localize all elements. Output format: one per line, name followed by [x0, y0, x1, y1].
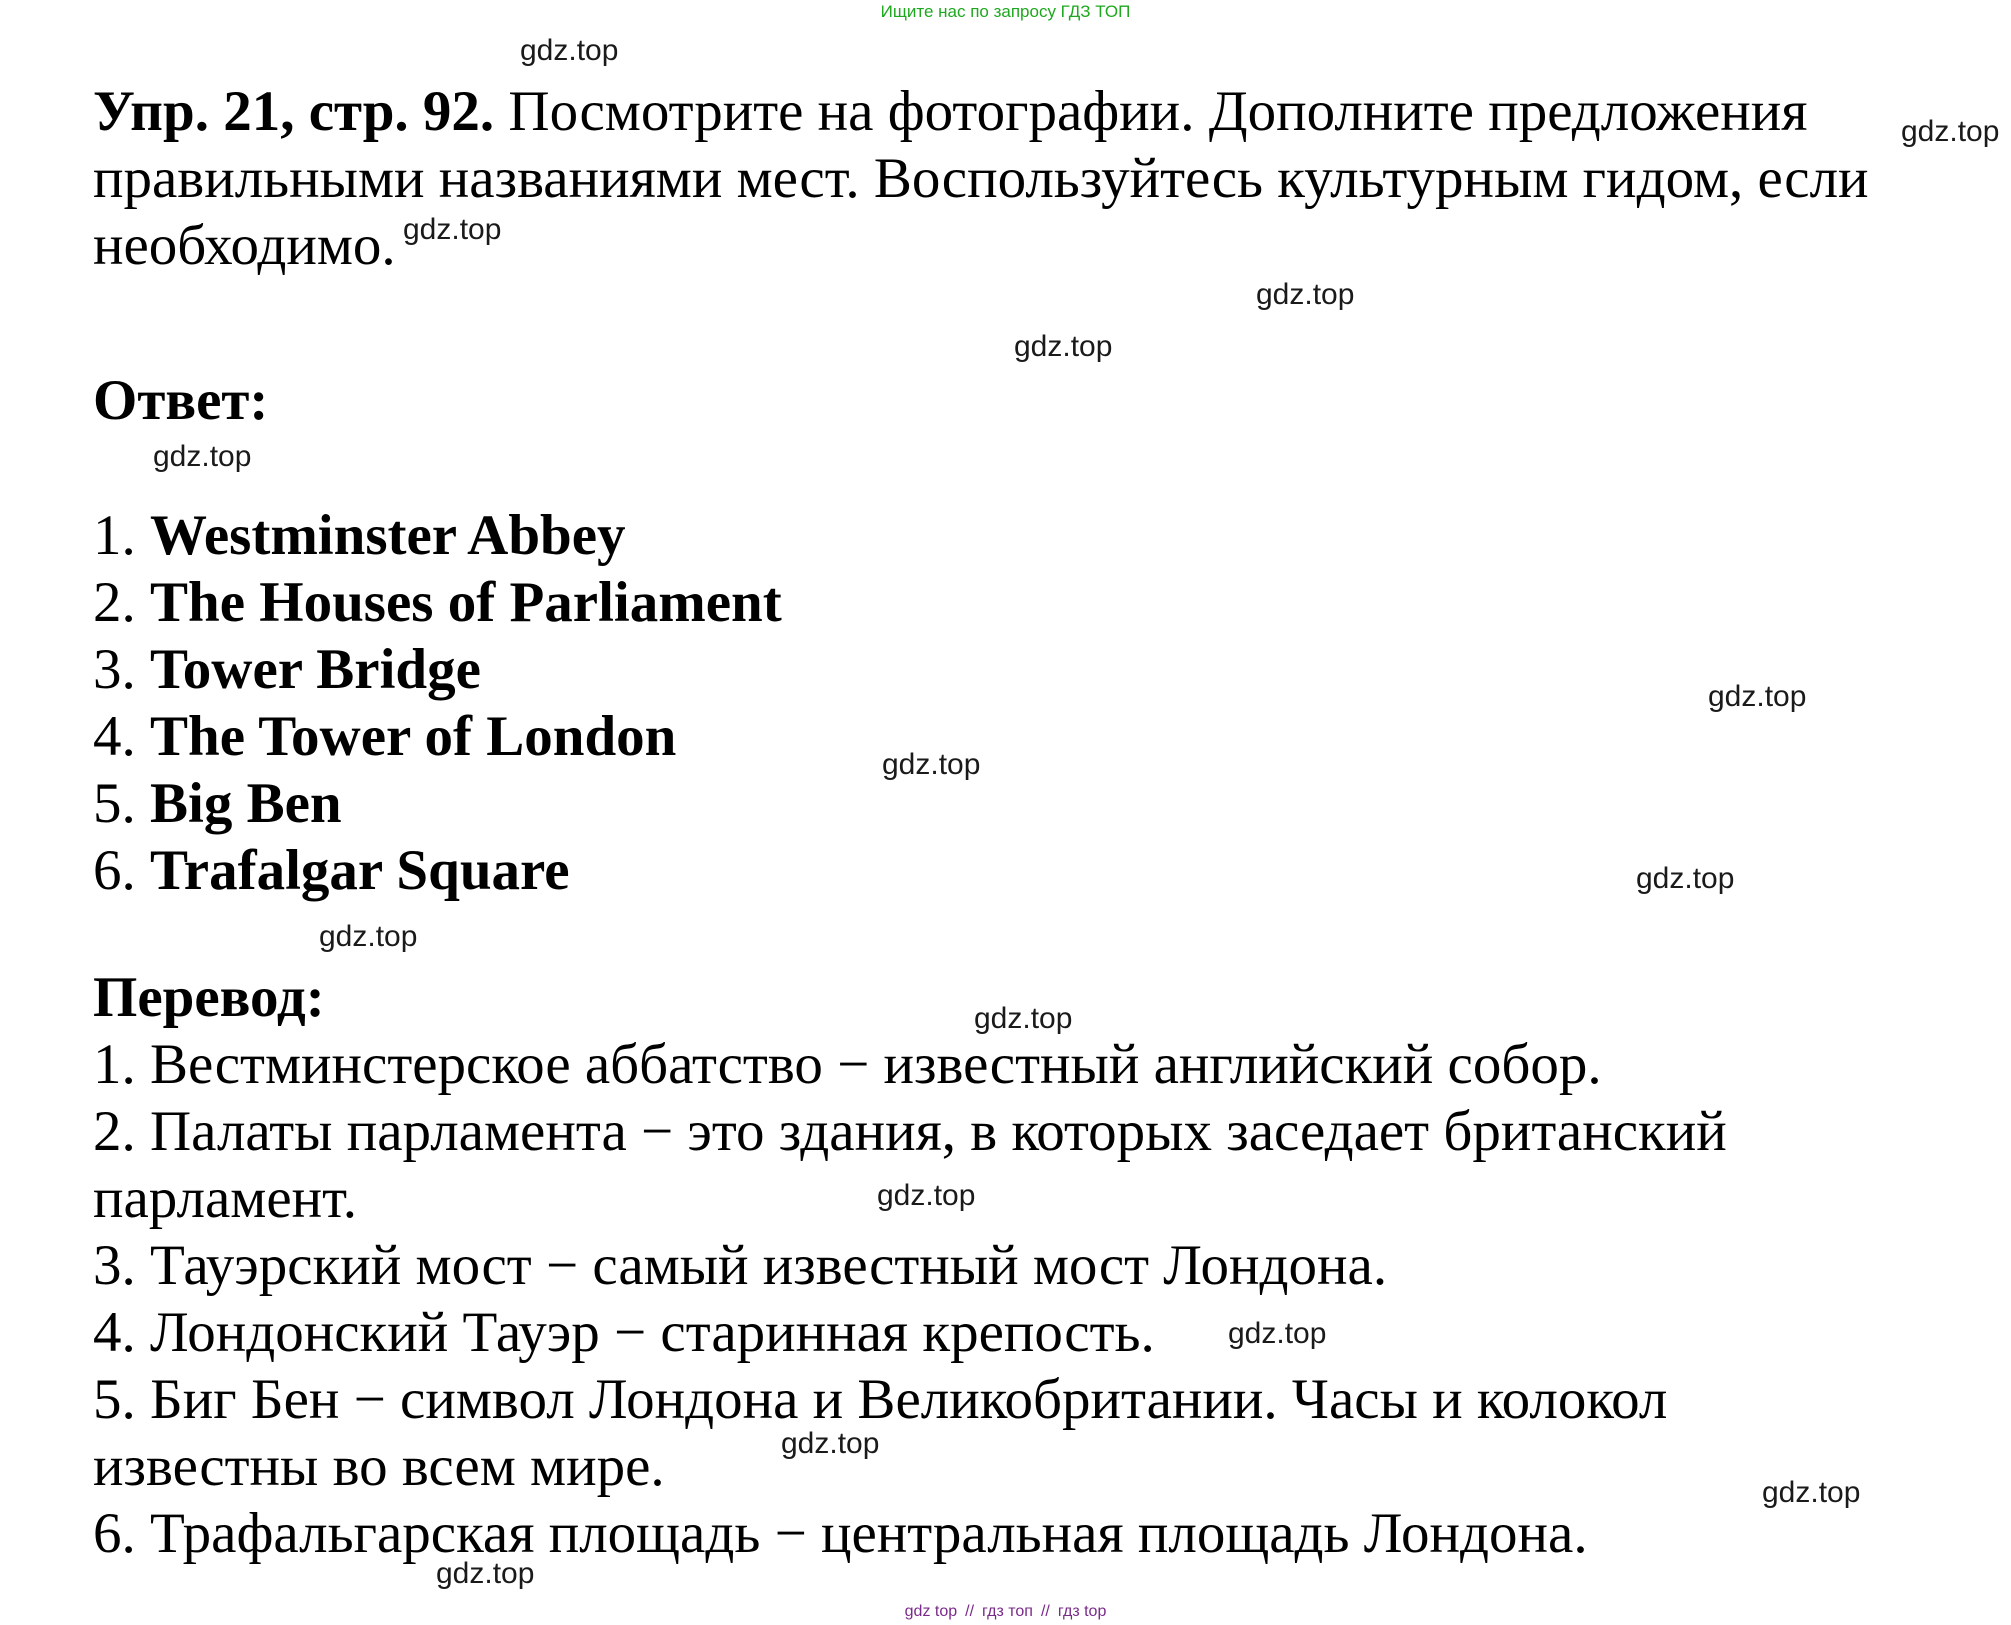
watermark: gdz.top — [436, 1557, 535, 1590]
translation-heading: Перевод: — [93, 966, 325, 1029]
answer-item — [93, 502, 1973, 569]
watermark: gdz.top — [520, 34, 619, 67]
answer-heading: Ответ: — [93, 369, 269, 432]
watermark: gdz.top — [403, 213, 502, 246]
answer-text: Trafalgar Square — [150, 839, 570, 902]
footer-text: гдз топ — [982, 1603, 1033, 1620]
search-banner: Ищите нас по запросу ГДЗ ТОП — [880, 2, 1131, 21]
answer-item — [93, 636, 1973, 703]
watermark: gdz.top — [1708, 680, 1807, 713]
watermark: gdz.top — [877, 1179, 976, 1212]
translation-item: 3. Тауэрский мост − самый известный мост Лондона. — [93, 1234, 1388, 1297]
answer-number: 2. — [93, 571, 136, 634]
task-label: Упр. 21, стр. 92. — [93, 80, 495, 143]
answer-text: Westminster Abbey — [150, 504, 626, 567]
watermark: gdz.top — [1762, 1476, 1861, 1509]
answer-text: The Houses of Parliament — [150, 571, 782, 634]
answer-text: Tower Bridge — [150, 638, 481, 701]
answer-number: 1. — [93, 504, 136, 567]
watermark: gdz.top — [974, 1002, 1073, 1035]
translation-item: 2. Палаты парламента − это здания, в которых заседает британский парламент. — [93, 1100, 1727, 1230]
footer-text: gdz top — [904, 1603, 958, 1620]
watermark: gdz.top — [882, 748, 981, 781]
footer-separator: // — [965, 1603, 975, 1620]
watermark: gdz.top — [1228, 1317, 1327, 1350]
translation-item: 4. Лондонский Тауэр − старинная крепость. — [93, 1301, 1155, 1364]
watermark: gdz.top — [153, 440, 252, 473]
answer-list — [93, 502, 1973, 904]
answer-number: 5. — [93, 772, 136, 835]
answer-text: Big Ben — [150, 772, 342, 835]
answer-text: The Tower of London — [150, 705, 677, 768]
translation-list — [93, 1031, 1873, 1567]
watermark: gdz.top — [319, 920, 418, 953]
answer-number: 3. — [93, 638, 136, 701]
answer-item — [93, 703, 1973, 770]
answer-item — [93, 770, 1973, 837]
footer-banner — [0, 1603, 2011, 1621]
answer-item — [93, 569, 1973, 636]
task-text: Посмотрите на фотографии. Дополните предложения правильными названиями мест. Воспользуйтесь культурным гидом, если необходимо. — [93, 80, 1869, 277]
footer-separator: // — [1040, 1603, 1050, 1620]
exercise-content — [93, 78, 1973, 1567]
watermark: gdz.top — [1014, 330, 1113, 363]
footer-text: гдз top — [1057, 1603, 1107, 1620]
translation-item: 5. Биг Бен − символ Лондона и Великобритании. Часы и колокол известны во всем мире. — [93, 1368, 1668, 1498]
watermark: gdz.top — [1256, 278, 1355, 311]
answer-number: 4. — [93, 705, 136, 768]
translation-item: 1. Вестминстерское аббатство − известный английский собор. — [93, 1033, 1602, 1096]
watermark: gdz.top — [1636, 862, 1735, 895]
answer-number: 6. — [93, 839, 136, 902]
watermark: gdz.top — [781, 1427, 880, 1460]
translation-item: 6. Трафальгарская площадь − центральная площадь Лондона. — [93, 1502, 1588, 1565]
task-statement — [93, 78, 1963, 279]
watermark: gdz.top — [1901, 115, 2000, 148]
